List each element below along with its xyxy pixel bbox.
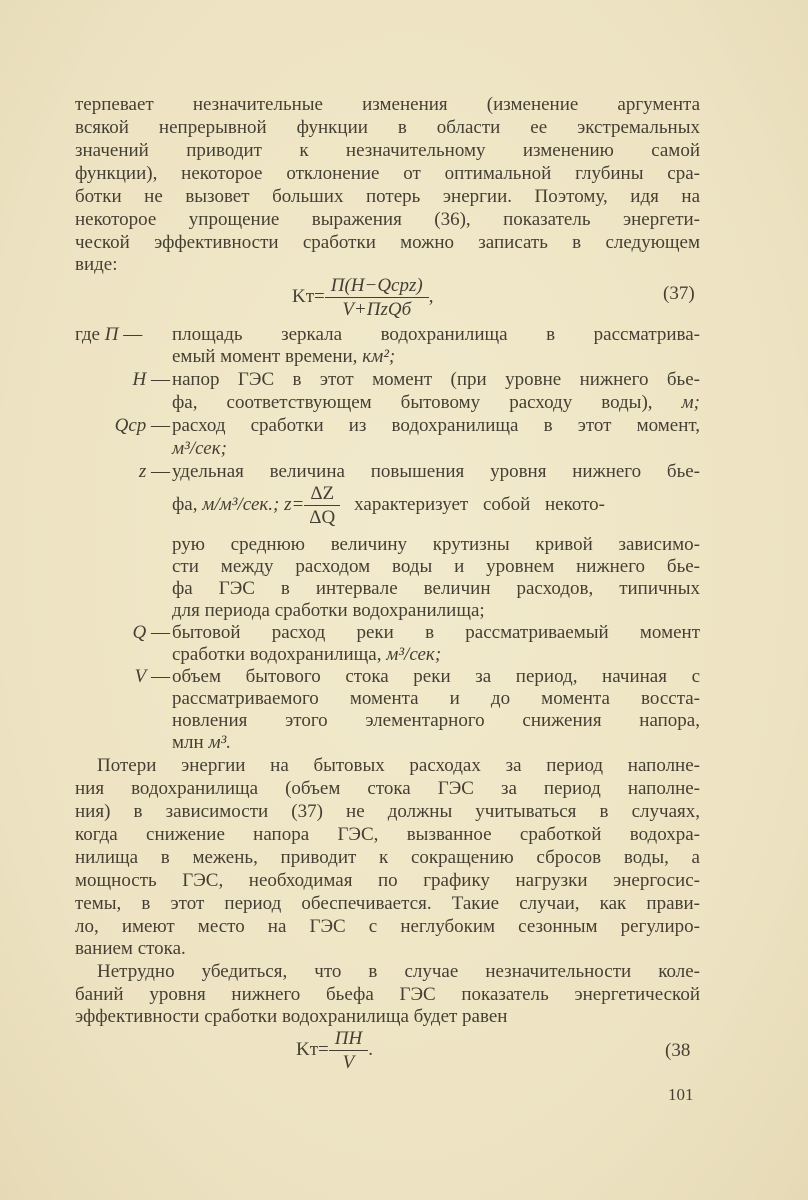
numerator: П(H−Qcpz) [325, 276, 429, 298]
dash: — [151, 369, 170, 390]
text-line: всякой непрерывной функции в области ее экстремальных [75, 117, 700, 138]
text-line: некоторое упрощение выражения (36), показатель энергети- [75, 209, 700, 230]
unit: м/м³/сек.; [202, 493, 280, 515]
definition-term-Qcp [60, 415, 170, 436]
text-line: ванием стока. [75, 938, 186, 959]
definition-line: напор ГЭС в этот момент (при уровне нижнего бье- [172, 369, 700, 390]
definition-line [172, 644, 700, 665]
definition-line [172, 438, 700, 459]
text-line: значений приводит к незначительному изменению самой [75, 140, 700, 161]
term-symbol: H [132, 369, 147, 390]
definition-term-P [75, 324, 142, 345]
denominator: V [342, 1052, 355, 1073]
formula-lhs: Kт= [292, 285, 325, 307]
term-symbol: Q [132, 622, 147, 643]
definition-line: объем бытового стока реки за период, начиная с [172, 666, 700, 687]
definition-line: для периода сработки водохранилища; [172, 600, 485, 621]
lead-word: где [75, 324, 100, 345]
dash: — [151, 415, 170, 436]
punctuation: . [368, 1038, 373, 1060]
formula-38 [296, 1029, 373, 1072]
text-line: ния водохранилища (объем стока ГЭС за период наполне- [75, 778, 700, 799]
definition-line: рассматриваемого момента и до момента восста- [172, 688, 700, 709]
definition-line: бытовой расход реки в рассматриваемый момент [172, 622, 700, 643]
fraction [329, 1029, 368, 1072]
term-symbol: П [104, 324, 119, 345]
term-symbol: Qcp [114, 415, 147, 436]
equation-number: (38 [665, 1040, 691, 1061]
unit: км²; [362, 346, 396, 367]
definition-line: сти между расходом воды и уровнем нижнего бье- [172, 556, 700, 577]
numerator: ПH [329, 1029, 368, 1051]
text-line: ческой эффективности сработки можно записать в следующем [75, 232, 700, 253]
text: млн [172, 732, 209, 753]
equation-number: (37) [663, 283, 695, 304]
text-line: ботки не вызовет больших потерь энергии. Поэтому, идя на [75, 186, 700, 207]
text-line: виде: [75, 254, 118, 275]
definition-line [172, 392, 700, 413]
definition-line: площадь зеркала водохранилища в рассматрива- [172, 324, 700, 345]
text-line: баний уровня нижнего бьефа ГЭС показатель энергетической [75, 984, 700, 1005]
fraction [325, 276, 429, 319]
definition-line [172, 346, 700, 367]
dash: — [151, 461, 170, 482]
definition-term-Q [60, 622, 170, 643]
text: емый момент времени, [172, 346, 363, 367]
text: сработки водохранилища, [172, 644, 387, 665]
definition-line: рую среднюю величину крутизны кривой зависимо- [172, 534, 700, 555]
definition-line-with-fraction [172, 484, 700, 528]
fraction [304, 484, 340, 527]
text: фа, соответствующем бытовому расходу воды), [172, 392, 682, 413]
text: характеризует собой некото- [354, 493, 605, 515]
punctuation: , [428, 285, 434, 307]
unit: м; [681, 392, 700, 413]
text-line: Нетрудно убедиться, что в случае незначительности коле- [97, 961, 700, 982]
text-line: мощность ГЭС, необходимая по графику нагрузки энергосис- [75, 870, 700, 891]
definition-term-z [60, 461, 170, 482]
page-number: 101 [668, 1085, 694, 1104]
unit: м³/сек; [172, 438, 227, 459]
text-line: эффективности сработки водохранилища будет равен [75, 1006, 508, 1027]
formula-lhs: Kт= [296, 1038, 329, 1060]
formula-37 [292, 276, 433, 319]
text-line: ния) в зависимости (37) не должны учитываться в случаях, [75, 801, 700, 822]
text-line: терпевает незначительные изменения (изменение аргумента [75, 94, 700, 115]
dash: — [151, 622, 170, 643]
unit: м³/сек; [386, 644, 442, 665]
definition-line: удельная величина повышения уровня нижнего бье- [172, 461, 700, 482]
denominator: ΔQ [309, 507, 336, 528]
text: фа, [172, 493, 203, 515]
definition-term-V [60, 666, 170, 687]
dash: — [123, 324, 143, 345]
definition-term-H [60, 369, 170, 390]
term-symbol: z [138, 461, 147, 482]
numerator: ΔZ [304, 484, 340, 506]
formula-lhs: z= [284, 493, 305, 515]
definition-line: фа ГЭС в интервале величин расходов, типичных [172, 578, 700, 599]
dash: — [151, 666, 170, 687]
text-line: Потери энергии на бытовых расходах за период наполне- [97, 755, 700, 776]
denominator: V+ПzQб [342, 299, 412, 320]
text-line: нилища в межень, приводит к сокращению сбросов воды, а [75, 847, 700, 868]
text-line: темы, в этот период обеспечивается. Такие случаи, как прави- [75, 893, 700, 914]
definition-line [172, 732, 700, 753]
text-line: когда снижение напора ГЭС, вызванное сработкой водохра- [75, 824, 700, 845]
text-line: функции), некоторое отклонение от оптимальной глубины сра- [75, 163, 700, 184]
definition-line: новления этого элементарного снижения напора, [172, 710, 700, 731]
unit: м³. [208, 732, 232, 753]
definition-line: расход сработки из водохранилища в этот момент, [172, 415, 700, 436]
term-symbol: V [134, 666, 147, 687]
text-line: ло, имеют место на ГЭС с неглубоким сезонным регулиро- [75, 916, 700, 937]
